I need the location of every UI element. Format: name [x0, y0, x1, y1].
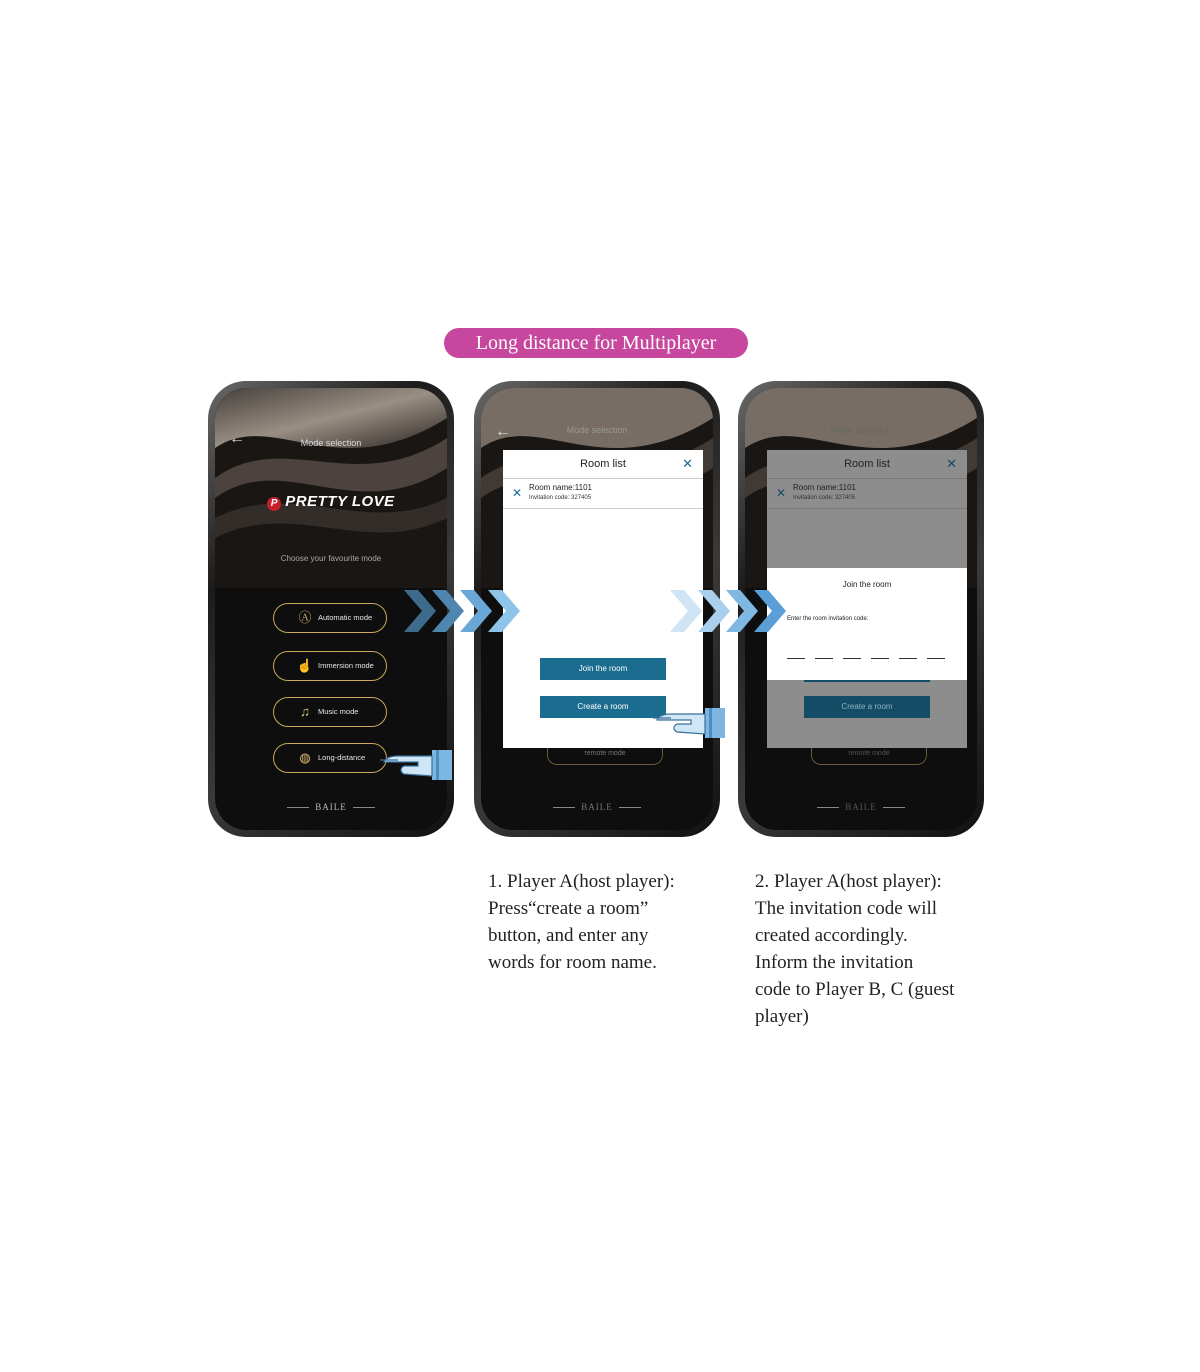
create-room-button[interactable]: Create a room	[540, 696, 666, 718]
touch-hand-icon: ☝	[296, 658, 314, 673]
room-row	[767, 479, 967, 509]
automatic-mode-button[interactable]	[273, 603, 387, 633]
room-name: Room name:1101	[529, 483, 592, 492]
chevron-arrows-icon	[400, 588, 522, 634]
remote-mode-button: remote mode	[811, 745, 927, 765]
mode-label: Music mode	[318, 707, 359, 716]
pointing-hand-icon	[651, 706, 729, 740]
code-digit-slot[interactable]	[815, 658, 833, 659]
step2-caption: 2. Player A(host player): The invitation code will created accordingly. Inform the invitation code to Player B, C (guest player)	[755, 871, 955, 1027]
invitation-code: Invitation code: 327405	[529, 495, 592, 501]
invitation-code: Invitation code: 327405	[793, 495, 856, 501]
music-mode-button[interactable]	[273, 697, 387, 727]
room-name: Room name:1101	[793, 483, 856, 492]
chevron-arrows-icon	[666, 588, 788, 634]
back-arrow-icon: ←	[759, 423, 775, 440]
step1-caption: 1. Player A(host player): Press“create a room” button, and enter any words for room name.	[488, 871, 675, 973]
join-dialog-title: Join the room	[842, 580, 892, 589]
code-digit-slot[interactable]	[899, 658, 917, 659]
immersion-mode-button[interactable]	[273, 651, 387, 681]
music-note-icon: ♫	[300, 704, 310, 719]
brand-badge: P	[267, 497, 281, 511]
remote-mode-button: remote mode	[547, 745, 663, 765]
brand-logo	[215, 493, 447, 511]
room-row[interactable]	[503, 479, 703, 509]
mode-label: Long-distance	[318, 753, 366, 762]
join-room-dialog	[767, 568, 967, 680]
dialog-header	[503, 450, 703, 479]
close-icon: ✕	[946, 456, 957, 471]
back-arrow-icon[interactable]: ←	[495, 423, 511, 440]
dialog-header	[767, 450, 967, 479]
globe-icon: ◍	[299, 750, 311, 765]
footer-brand: BAILE	[215, 802, 447, 812]
long-distance-button[interactable]	[273, 743, 387, 773]
dialog-title: Room list	[844, 458, 890, 470]
footer-brand: BAILE	[745, 802, 977, 812]
mode-prompt: Choose your favourite mode	[280, 554, 382, 563]
screen-title: Mode selection	[566, 425, 628, 435]
mode-label: Immersion mode	[318, 661, 374, 670]
code-digit-slot[interactable]	[843, 658, 861, 659]
dialog-title: Room list	[580, 458, 626, 470]
footer-brand: BAILE	[481, 802, 713, 812]
delete-room-icon[interactable]: ✕	[512, 486, 523, 500]
delete-room-icon: ✕	[776, 486, 787, 500]
code-digit-slot[interactable]	[787, 658, 805, 659]
section-title-pill: Long distance for Multiplayer	[444, 328, 748, 358]
back-arrow-icon[interactable]: ←	[229, 430, 245, 447]
automatic-icon: Ⓐ	[298, 610, 312, 625]
create-room-button: Create a room	[804, 696, 930, 718]
screen-title: Mode selection	[300, 438, 362, 448]
join-room-button[interactable]: Join the room	[540, 658, 666, 680]
code-digit-slot[interactable]	[871, 658, 889, 659]
pointing-hand-icon	[378, 748, 456, 782]
code-digit-slot[interactable]	[927, 658, 945, 659]
mode-label: Automatic mode	[318, 613, 373, 622]
invitation-code-prompt: Enter the room invitation code:	[787, 616, 869, 622]
screen-title: Mode selection	[830, 425, 892, 435]
brand-text: PRETTY LOVE	[285, 493, 395, 510]
close-icon[interactable]: ✕	[682, 456, 693, 471]
